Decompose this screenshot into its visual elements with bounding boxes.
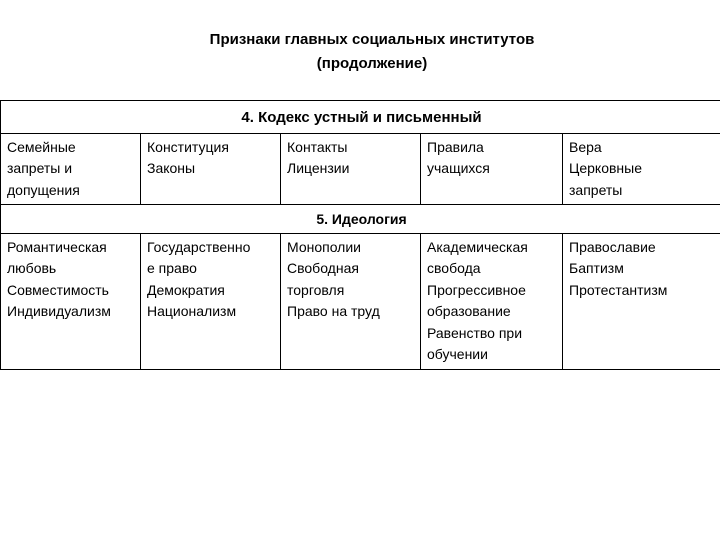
cell-line: е право: [147, 260, 197, 276]
cell-line: Монополии: [287, 238, 361, 255]
title-line-1: Признаки главных социальных институтов: [209, 31, 535, 48]
cell-line: Баптизм: [569, 260, 624, 276]
cell-line: Протестантизм: [569, 281, 668, 298]
section-header-row: [1, 205, 720, 234]
cell-line: Романтическая: [7, 238, 107, 255]
section-header-ideology: 5. Идеология: [1, 205, 720, 234]
cell-line: Равенство при: [427, 324, 523, 341]
cell-line: Государственно: [147, 238, 251, 255]
cell-line: Семейные: [7, 138, 76, 155]
cell-line: свобода: [427, 260, 481, 276]
cell-family: [1, 133, 141, 205]
cell-line: Свободная: [287, 260, 359, 276]
cell-line: Контакты: [287, 138, 348, 155]
cell-line: запреты: [569, 181, 623, 198]
table-row: [1, 133, 720, 205]
cell-line: запреты и: [7, 160, 73, 176]
section-header-row: [1, 101, 720, 134]
institutions-table: [0, 100, 720, 370]
cell-religion: [563, 233, 720, 369]
cell-state: [141, 233, 281, 369]
slide-title: [0, 28, 720, 76]
cell-line: Церковные: [569, 160, 643, 176]
cell-religion: [563, 133, 720, 205]
cell-line: Академическая: [427, 238, 528, 255]
cell-line: любовь: [7, 260, 57, 276]
cell-line: Конституция: [147, 138, 229, 155]
cell-line: Вера: [569, 138, 602, 155]
cell-education: [421, 133, 563, 205]
cell-line: Правила: [427, 138, 484, 155]
cell-line: обучении: [427, 346, 488, 362]
section-header-code: 4. Кодекс устный и письменный: [1, 101, 720, 134]
cell-state: [141, 133, 281, 205]
cell-economy: [281, 133, 421, 205]
cell-line: учащихся: [427, 160, 490, 176]
cell-line: Законы: [147, 160, 196, 176]
cell-family: [1, 233, 141, 369]
cell-line: Лицензии: [287, 160, 350, 176]
table-row: [1, 233, 720, 369]
cell-line: торговля: [287, 281, 345, 298]
cell-line: Индивидуализм: [7, 303, 111, 319]
cell-line: Право на труд: [287, 303, 380, 319]
cell-line: допущения: [7, 181, 80, 198]
cell-line: Демократия: [147, 281, 225, 298]
title-line-2: (продолжение): [316, 55, 428, 72]
cell-education: [421, 233, 563, 369]
cell-line: Прогрессивное: [427, 281, 526, 298]
cell-economy: [281, 233, 421, 369]
cell-line: Православие: [569, 238, 656, 255]
cell-line: образование: [427, 303, 511, 319]
cell-line: Национализм: [147, 303, 237, 319]
cell-line: Совместимость: [7, 281, 109, 298]
